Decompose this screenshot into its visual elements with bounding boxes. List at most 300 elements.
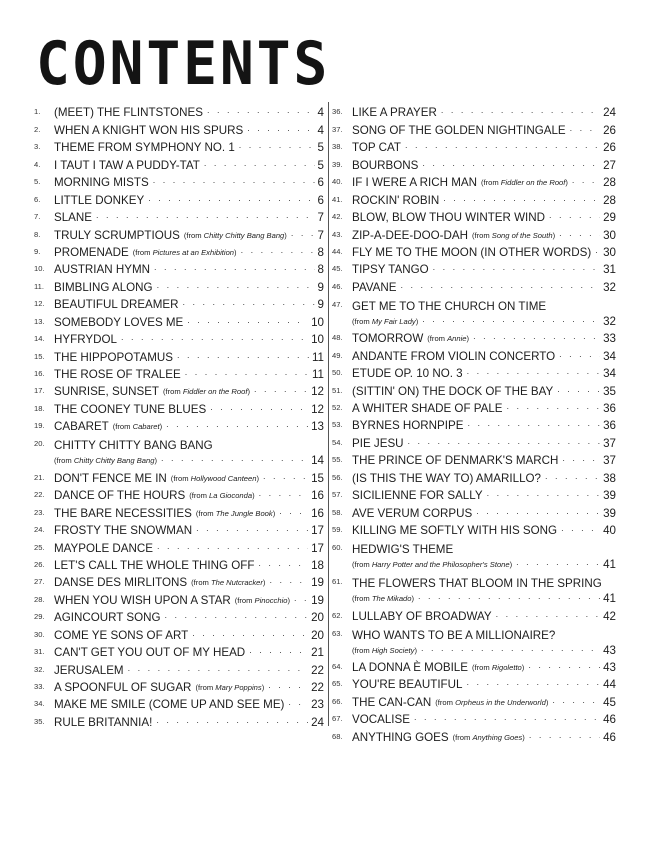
- entry-title: PROMENADE: [54, 245, 129, 259]
- contents-entry: [34, 416, 324, 433]
- entry-line: [34, 157, 324, 172]
- entry-number: 41.: [332, 194, 343, 204]
- contents-entry: [332, 380, 616, 397]
- dot-leader: [467, 365, 600, 378]
- dot-leader: [210, 401, 308, 414]
- entry-line: [34, 104, 324, 119]
- entry-title: LULLABY OF BROADWAY: [352, 609, 492, 623]
- entry-number: 8.: [34, 229, 41, 239]
- entry-page-number: 10: [311, 315, 324, 329]
- source-prefix: (from: [112, 422, 133, 432]
- entry-title: DANSE DES MIRLITONS: [54, 576, 188, 590]
- entry-line: [34, 349, 324, 364]
- contents-entry: [34, 520, 324, 537]
- entry-line: [34, 122, 324, 137]
- dot-leader: [157, 279, 315, 292]
- entry-title: KILLING ME SOFTLY WITH HIS SONG: [352, 524, 558, 538]
- entry-page-number: 45: [603, 695, 616, 709]
- source-suffix: ): [414, 645, 417, 655]
- dot-leader: [249, 644, 308, 657]
- entry-page-number: 36: [603, 402, 616, 415]
- entry-page-number: 24: [603, 106, 616, 120]
- entry-page-number: 37: [603, 436, 616, 450]
- source-work-note: [352, 558, 512, 571]
- dot-leader: [422, 157, 600, 170]
- entry-page-number: 19: [311, 576, 324, 590]
- dot-leader: [400, 279, 600, 292]
- contents-entry: [34, 572, 324, 589]
- entry-page-number: 19: [311, 593, 324, 607]
- entry-page-number: 9: [317, 280, 324, 294]
- dot-leader: [414, 711, 600, 724]
- source-work-title: Chitty Chitty Bang Bang: [203, 230, 285, 240]
- dot-leader: [166, 418, 308, 431]
- entry-title: WHEN YOU WISH UPON A STAR: [54, 593, 231, 607]
- entry-title: FLY ME TO THE MOON (IN OTHER WORDS): [352, 245, 592, 259]
- contents-entry: [332, 623, 616, 657]
- entry-number: 16.: [34, 369, 45, 378]
- source-work-note: [163, 385, 250, 398]
- entry-number: 53.: [332, 420, 343, 430]
- dot-leader: [263, 470, 308, 483]
- source-work-title: The Nutcracker: [210, 578, 263, 588]
- entry-number: 52.: [332, 403, 343, 412]
- source-suffix: ): [565, 178, 568, 188]
- entry-number: 67.: [332, 714, 343, 724]
- dot-leader: [154, 261, 315, 274]
- dot-leader: [562, 452, 600, 465]
- entry-number: 30.: [34, 629, 45, 639]
- entry-number: 29.: [34, 612, 45, 622]
- entry-page-number: 22: [311, 663, 324, 677]
- dot-leader: [559, 227, 600, 240]
- contents-entry: [34, 154, 324, 171]
- entry-line: [332, 729, 616, 744]
- entry-number: 32.: [34, 664, 45, 674]
- entry-page-number: 12: [311, 385, 324, 399]
- source-prefix: (from: [352, 645, 372, 655]
- entry-page-number: 6: [317, 176, 324, 190]
- contents-entry: [332, 172, 616, 189]
- entry-title-line: [332, 629, 616, 642]
- entry-page-number: 39: [603, 506, 616, 520]
- source-prefix: (from: [170, 473, 191, 483]
- entry-page-number: 7: [317, 228, 324, 242]
- dot-leader: [279, 505, 308, 518]
- entry-page-number: 26: [603, 123, 616, 137]
- source-work-title: Pinocchio: [254, 595, 288, 605]
- dot-leader: [268, 679, 308, 692]
- source-work-note: [54, 454, 157, 467]
- dot-leader: [96, 209, 315, 222]
- contents-entry: [332, 207, 616, 224]
- entry-title: THE FLOWERS THAT BLOOM IN THE SPRING: [352, 577, 602, 591]
- source-suffix: ): [411, 594, 415, 604]
- entry-line: [332, 659, 616, 674]
- dot-leader: [204, 157, 315, 170]
- source-prefix: (from: [54, 456, 74, 466]
- entry-title: GET ME TO THE CHURCH ON TIME: [352, 299, 547, 313]
- source-work-note: [196, 507, 275, 520]
- source-prefix: (from: [189, 491, 210, 501]
- source-suffix: ): [522, 732, 525, 742]
- entry-line: [332, 417, 616, 432]
- entry-number: 3.: [34, 142, 41, 152]
- entry-title: VOCALISE: [352, 713, 410, 727]
- entry-title: JERUSALEM: [54, 663, 124, 677]
- entry-page-number: 8: [317, 263, 324, 277]
- dot-leader: [507, 400, 601, 413]
- source-suffix: ): [509, 560, 513, 570]
- entry-title: WHO WANTS TO BE A MILLIONAIRE?: [352, 628, 556, 642]
- entry-line: [34, 662, 324, 677]
- entry-page-number: 33: [603, 332, 616, 346]
- entry-number: 36.: [332, 107, 343, 117]
- contents-entry: [34, 276, 324, 293]
- dot-leader: [422, 313, 600, 326]
- entry-title: AVE VERUM CORPUS: [352, 506, 473, 520]
- source-work-title: Song of the South: [491, 230, 553, 240]
- entry-number: 38.: [332, 142, 343, 152]
- entry-title: BOURBONS: [352, 158, 419, 172]
- source-work-note: [189, 489, 254, 502]
- entry-line: [332, 522, 616, 537]
- dot-leader: [467, 417, 600, 430]
- entry-line: [34, 522, 324, 537]
- contents-entry: [332, 154, 616, 171]
- contents-entry: [332, 657, 616, 674]
- entry-title: LA DONNA È MOBILE: [352, 660, 468, 674]
- entry-number: 51.: [332, 385, 343, 395]
- source-suffix: ): [252, 491, 255, 501]
- entry-number: 21.: [34, 472, 45, 482]
- entry-page-number: 28: [603, 176, 616, 190]
- entry-line: [332, 505, 616, 520]
- entry-number: 31.: [34, 647, 45, 657]
- entry-title: TRULY SCRUMPTIOUS: [54, 228, 180, 242]
- contents-entry: [34, 502, 324, 519]
- source-work-title: The Jungle Book: [215, 508, 273, 518]
- source-work-title: High Society: [371, 645, 415, 655]
- entry-number: 47.: [332, 299, 343, 309]
- entry-number: 60.: [332, 543, 343, 553]
- entry-title-line: [332, 543, 616, 556]
- contents-entry: [34, 624, 324, 641]
- dot-leader: [291, 227, 315, 240]
- contents-entry: [332, 537, 616, 571]
- source-work-title: Hollywood Canteen: [190, 473, 257, 483]
- source-prefix: (from: [427, 334, 448, 344]
- entry-line: [34, 383, 324, 398]
- dot-leader: [254, 383, 308, 396]
- contents-entry: [332, 398, 616, 415]
- entry-page-number: 39: [603, 489, 616, 503]
- entry-title: A SPOONFUL OF SUGAR: [54, 681, 192, 694]
- entry-number: 2.: [34, 124, 41, 134]
- entry-number: 17.: [34, 386, 45, 396]
- source-work-title: Harry Potter and the Philosopher's Stone: [371, 560, 510, 570]
- entry-title-line: [34, 439, 324, 452]
- source-prefix: (from: [435, 697, 456, 707]
- entry-title: ANYTHING GOES: [352, 730, 449, 744]
- source-work-title: Cabaret: [132, 422, 160, 432]
- contents-entry: [332, 119, 616, 136]
- entry-page-number: 11: [311, 368, 324, 381]
- entry-page-number: 35: [603, 384, 616, 398]
- source-suffix: ): [545, 697, 549, 707]
- entry-title-line: [332, 577, 616, 590]
- entry-number: 23.: [34, 507, 45, 517]
- source-prefix: (from: [352, 316, 372, 326]
- entry-title: LET'S CALL THE WHOLE THING OFF: [54, 558, 255, 572]
- entry-number: 33.: [34, 682, 45, 691]
- entry-title: SOMEBODY LOVES ME: [54, 315, 184, 329]
- entry-page-number: 17: [311, 524, 324, 538]
- entry-line: [34, 505, 324, 520]
- entry-line: [332, 174, 616, 189]
- source-prefix: (from: [191, 578, 211, 588]
- contents-entry: [34, 398, 324, 415]
- contents-entry: [34, 294, 324, 311]
- dot-leader: [294, 592, 308, 605]
- source-prefix: (from: [352, 560, 372, 570]
- entry-title: FROSTY THE SNOWMAN: [54, 524, 193, 538]
- entry-page-number: 32: [603, 280, 616, 294]
- dot-leader: [196, 522, 308, 535]
- contents-entry: [332, 259, 616, 276]
- entry-line: [332, 365, 616, 380]
- contents-entry: [332, 726, 616, 743]
- entry-number: 49.: [332, 350, 343, 360]
- entry-title: CAN'T GET YOU OUT OF MY HEAD: [54, 646, 246, 660]
- entry-line: [332, 676, 616, 691]
- dot-leader: [207, 104, 315, 117]
- entry-number: 13.: [34, 316, 45, 326]
- contents-left-column: [34, 102, 324, 729]
- entry-line: [34, 314, 324, 329]
- dot-leader: [528, 659, 600, 672]
- contents-entry: [34, 485, 324, 502]
- contents-entry: [34, 137, 324, 154]
- source-suffix: ): [284, 230, 287, 240]
- dot-leader: [161, 452, 308, 465]
- entry-number: 61.: [332, 577, 343, 587]
- entry-page-number: 8: [317, 245, 324, 259]
- entry-line: [34, 209, 324, 224]
- contents-entry: [332, 276, 616, 293]
- entry-page-number: 30: [603, 245, 616, 259]
- contents-entry: [34, 642, 324, 659]
- source-suffix: ): [262, 578, 266, 588]
- entry-page-number: 46: [603, 730, 616, 744]
- entry-title: THE BARE NECESSITIES: [54, 506, 192, 520]
- contents-entry: [34, 537, 324, 554]
- entry-number: 27.: [34, 577, 45, 587]
- entry-line: [332, 279, 616, 294]
- dot-leader: [433, 261, 600, 274]
- source-prefix: (from: [471, 662, 492, 672]
- contents-entry: [332, 502, 616, 519]
- entry-page-number: 20: [311, 611, 324, 625]
- entry-line: [332, 400, 616, 415]
- entry-line: [34, 714, 324, 729]
- source-work-title: Orpheus in the Underworld: [455, 697, 546, 707]
- contents-entry: [332, 571, 616, 605]
- entry-number: 55.: [332, 455, 343, 465]
- contents-entry: [332, 605, 616, 622]
- entry-number: 19.: [34, 421, 45, 431]
- contents-entry: [34, 102, 324, 119]
- entry-page-number: 11: [311, 350, 324, 364]
- entry-page-number: 41: [603, 558, 616, 572]
- entry-source-line: [332, 642, 616, 657]
- contents-entry: [34, 433, 324, 467]
- entry-page-number: 14: [311, 454, 324, 468]
- entry-page-number: 16: [311, 506, 324, 520]
- dot-leader: [557, 383, 600, 396]
- entry-source-line: [332, 590, 616, 605]
- entry-number: 45.: [332, 264, 343, 274]
- dot-leader: [405, 139, 600, 152]
- dot-leader: [185, 366, 309, 379]
- source-suffix: ): [261, 683, 265, 692]
- entry-page-number: 9: [317, 298, 324, 312]
- contents-entry: [34, 224, 324, 241]
- source-prefix: (from: [183, 230, 204, 240]
- entry-page-number: 4: [317, 123, 324, 137]
- entry-title: TOMORROW: [352, 332, 424, 346]
- source-prefix: (from: [163, 387, 183, 397]
- entry-title: COME YE SONS OF ART: [54, 628, 189, 642]
- entry-title: THE CAN-CAN: [352, 695, 432, 709]
- entry-title: ZIP-A-DEE-DOO-DAH: [352, 228, 468, 242]
- entry-page-number: 37: [603, 454, 616, 468]
- entry-title: BLOW, BLOW THOU WINTER WIND: [352, 211, 546, 225]
- entry-number: 44.: [332, 246, 343, 256]
- dot-leader: [241, 244, 315, 257]
- contents-entry: [332, 294, 616, 328]
- contents-entry: [34, 694, 324, 711]
- entry-title: WHEN A KNIGHT WON HIS SPURS: [54, 123, 244, 137]
- entry-number: 58.: [332, 507, 343, 517]
- entry-page-number: 31: [603, 263, 616, 277]
- entry-line: [34, 574, 324, 589]
- dot-leader: [408, 435, 601, 448]
- entry-page-number: 4: [317, 106, 324, 120]
- entry-title: AUSTRIAN HYMN: [54, 263, 150, 277]
- entry-title: THE PRINCE OF DENMARK'S MARCH: [352, 454, 559, 468]
- entry-number: 54.: [332, 437, 343, 447]
- source-suffix: ): [466, 334, 470, 344]
- contents-entry: [34, 119, 324, 136]
- contents-entry: [332, 242, 616, 259]
- entry-title: BYRNES HORNPIPE: [352, 419, 464, 433]
- dot-leader: [192, 627, 308, 640]
- contents-entry: [34, 242, 324, 259]
- entry-page-number: 34: [603, 367, 616, 381]
- entry-number: 56.: [332, 472, 343, 482]
- contents-entry: [332, 709, 616, 726]
- entry-number: 68.: [332, 731, 343, 741]
- entry-number: 5.: [34, 177, 41, 187]
- entry-line: [332, 244, 616, 259]
- source-prefix: (from: [471, 230, 492, 240]
- entry-page-number: 30: [603, 228, 616, 242]
- entry-line: [332, 711, 616, 726]
- entry-title-line: [332, 300, 616, 313]
- entry-line: [332, 157, 616, 172]
- source-prefix: (from: [480, 178, 501, 188]
- entry-number: 12.: [34, 299, 45, 309]
- source-work-note: [235, 594, 290, 607]
- entry-line: [34, 679, 324, 694]
- entry-number: 66.: [332, 696, 343, 706]
- entry-title: MAYPOLE DANCE: [54, 541, 153, 555]
- source-work-title: Rigoletto: [491, 662, 522, 672]
- entry-page-number: 44: [603, 678, 616, 692]
- contents-entry: [34, 346, 324, 363]
- entry-line: [34, 470, 324, 485]
- contents-entry: [34, 467, 324, 484]
- dot-leader: [128, 662, 309, 675]
- entry-title: I TAUT I TAW A PUDDY-TAT: [54, 158, 200, 172]
- entry-number: 35.: [34, 716, 45, 726]
- entry-page-number: 34: [603, 349, 616, 363]
- entry-title: ETUDE OP. 10 NO. 3: [352, 367, 463, 381]
- dot-leader: [148, 192, 314, 205]
- entry-title: AGINCOURT SONG: [54, 611, 161, 625]
- entry-page-number: 40: [603, 524, 616, 538]
- contents-entry: [34, 189, 324, 206]
- source-suffix: ): [287, 595, 291, 605]
- dot-leader: [476, 505, 600, 518]
- entry-page-number: 15: [311, 471, 324, 485]
- contents-entry: [34, 659, 324, 676]
- contents-entry: [332, 415, 616, 432]
- contents-entry: [34, 589, 324, 606]
- dot-leader: [516, 556, 600, 569]
- entry-line: [332, 348, 616, 363]
- source-work-note: [171, 472, 259, 485]
- source-suffix: ): [234, 247, 237, 257]
- entry-page-number: 12: [311, 402, 324, 416]
- entry-title: (MEET) THE FLINTSTONES: [54, 106, 204, 120]
- source-prefix: (from: [132, 247, 153, 257]
- entry-title: THEME FROM SYMPHONY NO. 1: [54, 141, 235, 155]
- dot-leader: [487, 487, 601, 500]
- entry-title: PAVANE: [352, 280, 397, 294]
- dot-leader: [443, 192, 600, 205]
- entry-page-number: 13: [311, 420, 324, 434]
- entry-line: [34, 331, 324, 346]
- dot-leader: [259, 487, 308, 500]
- dot-leader: [561, 522, 600, 535]
- source-work-note: [472, 229, 555, 242]
- entry-number: 14.: [34, 334, 45, 344]
- entry-title: DANCE OF THE HOURS: [54, 489, 186, 503]
- entry-title: MAKE ME SMILE (COME UP AND SEE ME): [54, 698, 285, 712]
- source-prefix: (from: [195, 683, 216, 692]
- entry-number: 57.: [332, 490, 343, 500]
- entry-line: [34, 296, 324, 311]
- entry-title: (IS THIS THE WAY TO) AMARILLO?: [352, 471, 541, 485]
- contents-entry: [332, 363, 616, 380]
- entry-title: SONG OF THE GOLDEN NIGHTINGALE: [352, 123, 566, 137]
- entry-number: 42.: [332, 212, 343, 222]
- contents-entry: [34, 711, 324, 728]
- entry-page-number: 17: [311, 541, 324, 555]
- entry-title: LITTLE DONKEY: [54, 193, 145, 207]
